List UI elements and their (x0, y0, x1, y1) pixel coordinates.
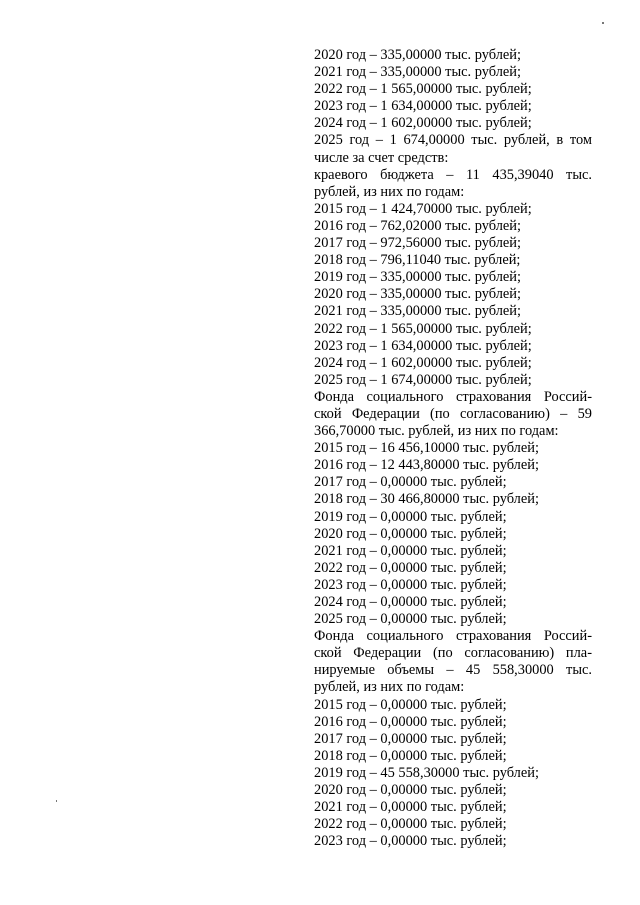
document-line: числе за счет средств: (314, 149, 449, 166)
document-line: 2022 год – 0,00000 тыс. рублей; (314, 816, 507, 833)
document-line: нируемые объемы – 45 558,30000 тыс. (314, 662, 592, 679)
document-line: рублей, из них по годам: (314, 679, 465, 696)
document-line: 2024 год – 0,00000 тыс. рублей; (314, 594, 507, 610)
document-line: Фонда социального страхования Россий- (314, 388, 592, 405)
document-line: 2023 год – 0,00000 тыс. рублей; (314, 833, 507, 850)
document-line: Фонда социального страхования Россий- (314, 628, 592, 645)
document-line: 2019 год – 0,00000 тыс. рублей; (314, 508, 507, 525)
document-line: 2016 год – 12 443,80000 тыс. рублей; (314, 457, 539, 474)
scan-artifact (56, 800, 57, 802)
document-line: 2025 год – 0,00000 тыс. рублей; (314, 611, 507, 628)
document-line: 2017 год – 0,00000 тыс. рублей; (314, 474, 507, 491)
document-text-column (314, 47, 592, 850)
document-line: 2019 год – 45 558,30000 тыс. рублей; (314, 764, 539, 781)
document-line: 2015 год – 1 424,70000 тыс. рублей; (314, 200, 532, 217)
document-line: 2018 год – 30 466,80000 тыс. рублей; (314, 491, 539, 508)
document-line: 2020 год – 0,00000 тыс. рублей; (314, 782, 507, 799)
document-line: рублей, из них по годам: (314, 183, 465, 200)
document-line: 2023 год – 1 634,00000 тыс. рублей; (314, 337, 532, 354)
document-line: 2021 год – 0,00000 тыс. рублей; (314, 799, 507, 816)
document-line: 2017 год – 972,56000 тыс. рублей; (314, 235, 521, 252)
document-line: 2022 год – 1 565,00000 тыс. рублей; (314, 320, 532, 337)
document-line: 2023 год – 0,00000 тыс. рублей; (314, 576, 507, 593)
document-line: 2020 год – 335,00000 тыс. рублей; (314, 286, 521, 303)
document-line: 2023 год – 1 634,00000 тыс. рублей; (314, 98, 532, 115)
document-line: 2022 год – 0,00000 тыс. рублей; (314, 559, 507, 576)
document-line: 2018 год – 796,11040 тыс. рублей; (314, 252, 521, 269)
document-line: 2020 год – 335,00000 тыс. рублей; (314, 47, 521, 63)
document-line: 2015 год – 0,00000 тыс. рублей; (314, 696, 507, 713)
scan-artifact (602, 22, 604, 24)
document-line: 2020 год – 0,00000 тыс. рублей; (314, 525, 507, 542)
document-line: 366,70000 тыс. рублей, из них по годам: (314, 423, 559, 440)
document-line: 2021 год – 335,00000 тыс. рублей; (314, 64, 521, 81)
document-line: 2016 год – 0,00000 тыс. рублей; (314, 713, 507, 730)
document-line: 2024 год – 1 602,00000 тыс. рублей; (314, 115, 532, 132)
document-line: 2025 год – 1 674,00000 тыс. рублей; (314, 371, 532, 388)
document-line: 2015 год – 16 456,10000 тыс. рублей; (314, 440, 539, 457)
document-line: 2018 год – 0,00000 тыс. рублей; (314, 747, 507, 764)
document-line: ской Федерации (по согласованию) – 59 (314, 405, 592, 422)
document-line: 2024 год – 1 602,00000 тыс. рублей; (314, 354, 532, 371)
document-line: краевого бюджета – 11 435,39040 тыс. (314, 166, 592, 183)
document-line: 2025 год – 1 674,00000 тыс. рублей, в том (314, 132, 592, 149)
document-line: ской Федерации (по согласованию) пла- (314, 645, 592, 662)
document-line: 2017 год – 0,00000 тыс. рублей; (314, 730, 507, 747)
document-line: 2021 год – 0,00000 тыс. рублей; (314, 542, 507, 559)
document-line: 2019 год – 335,00000 тыс. рублей; (314, 269, 521, 286)
document-line: 2021 год – 335,00000 тыс. рублей; (314, 303, 521, 320)
document-line: 2016 год – 762,02000 тыс. рублей; (314, 217, 521, 234)
document-line: 2022 год – 1 565,00000 тыс. рублей; (314, 81, 532, 98)
